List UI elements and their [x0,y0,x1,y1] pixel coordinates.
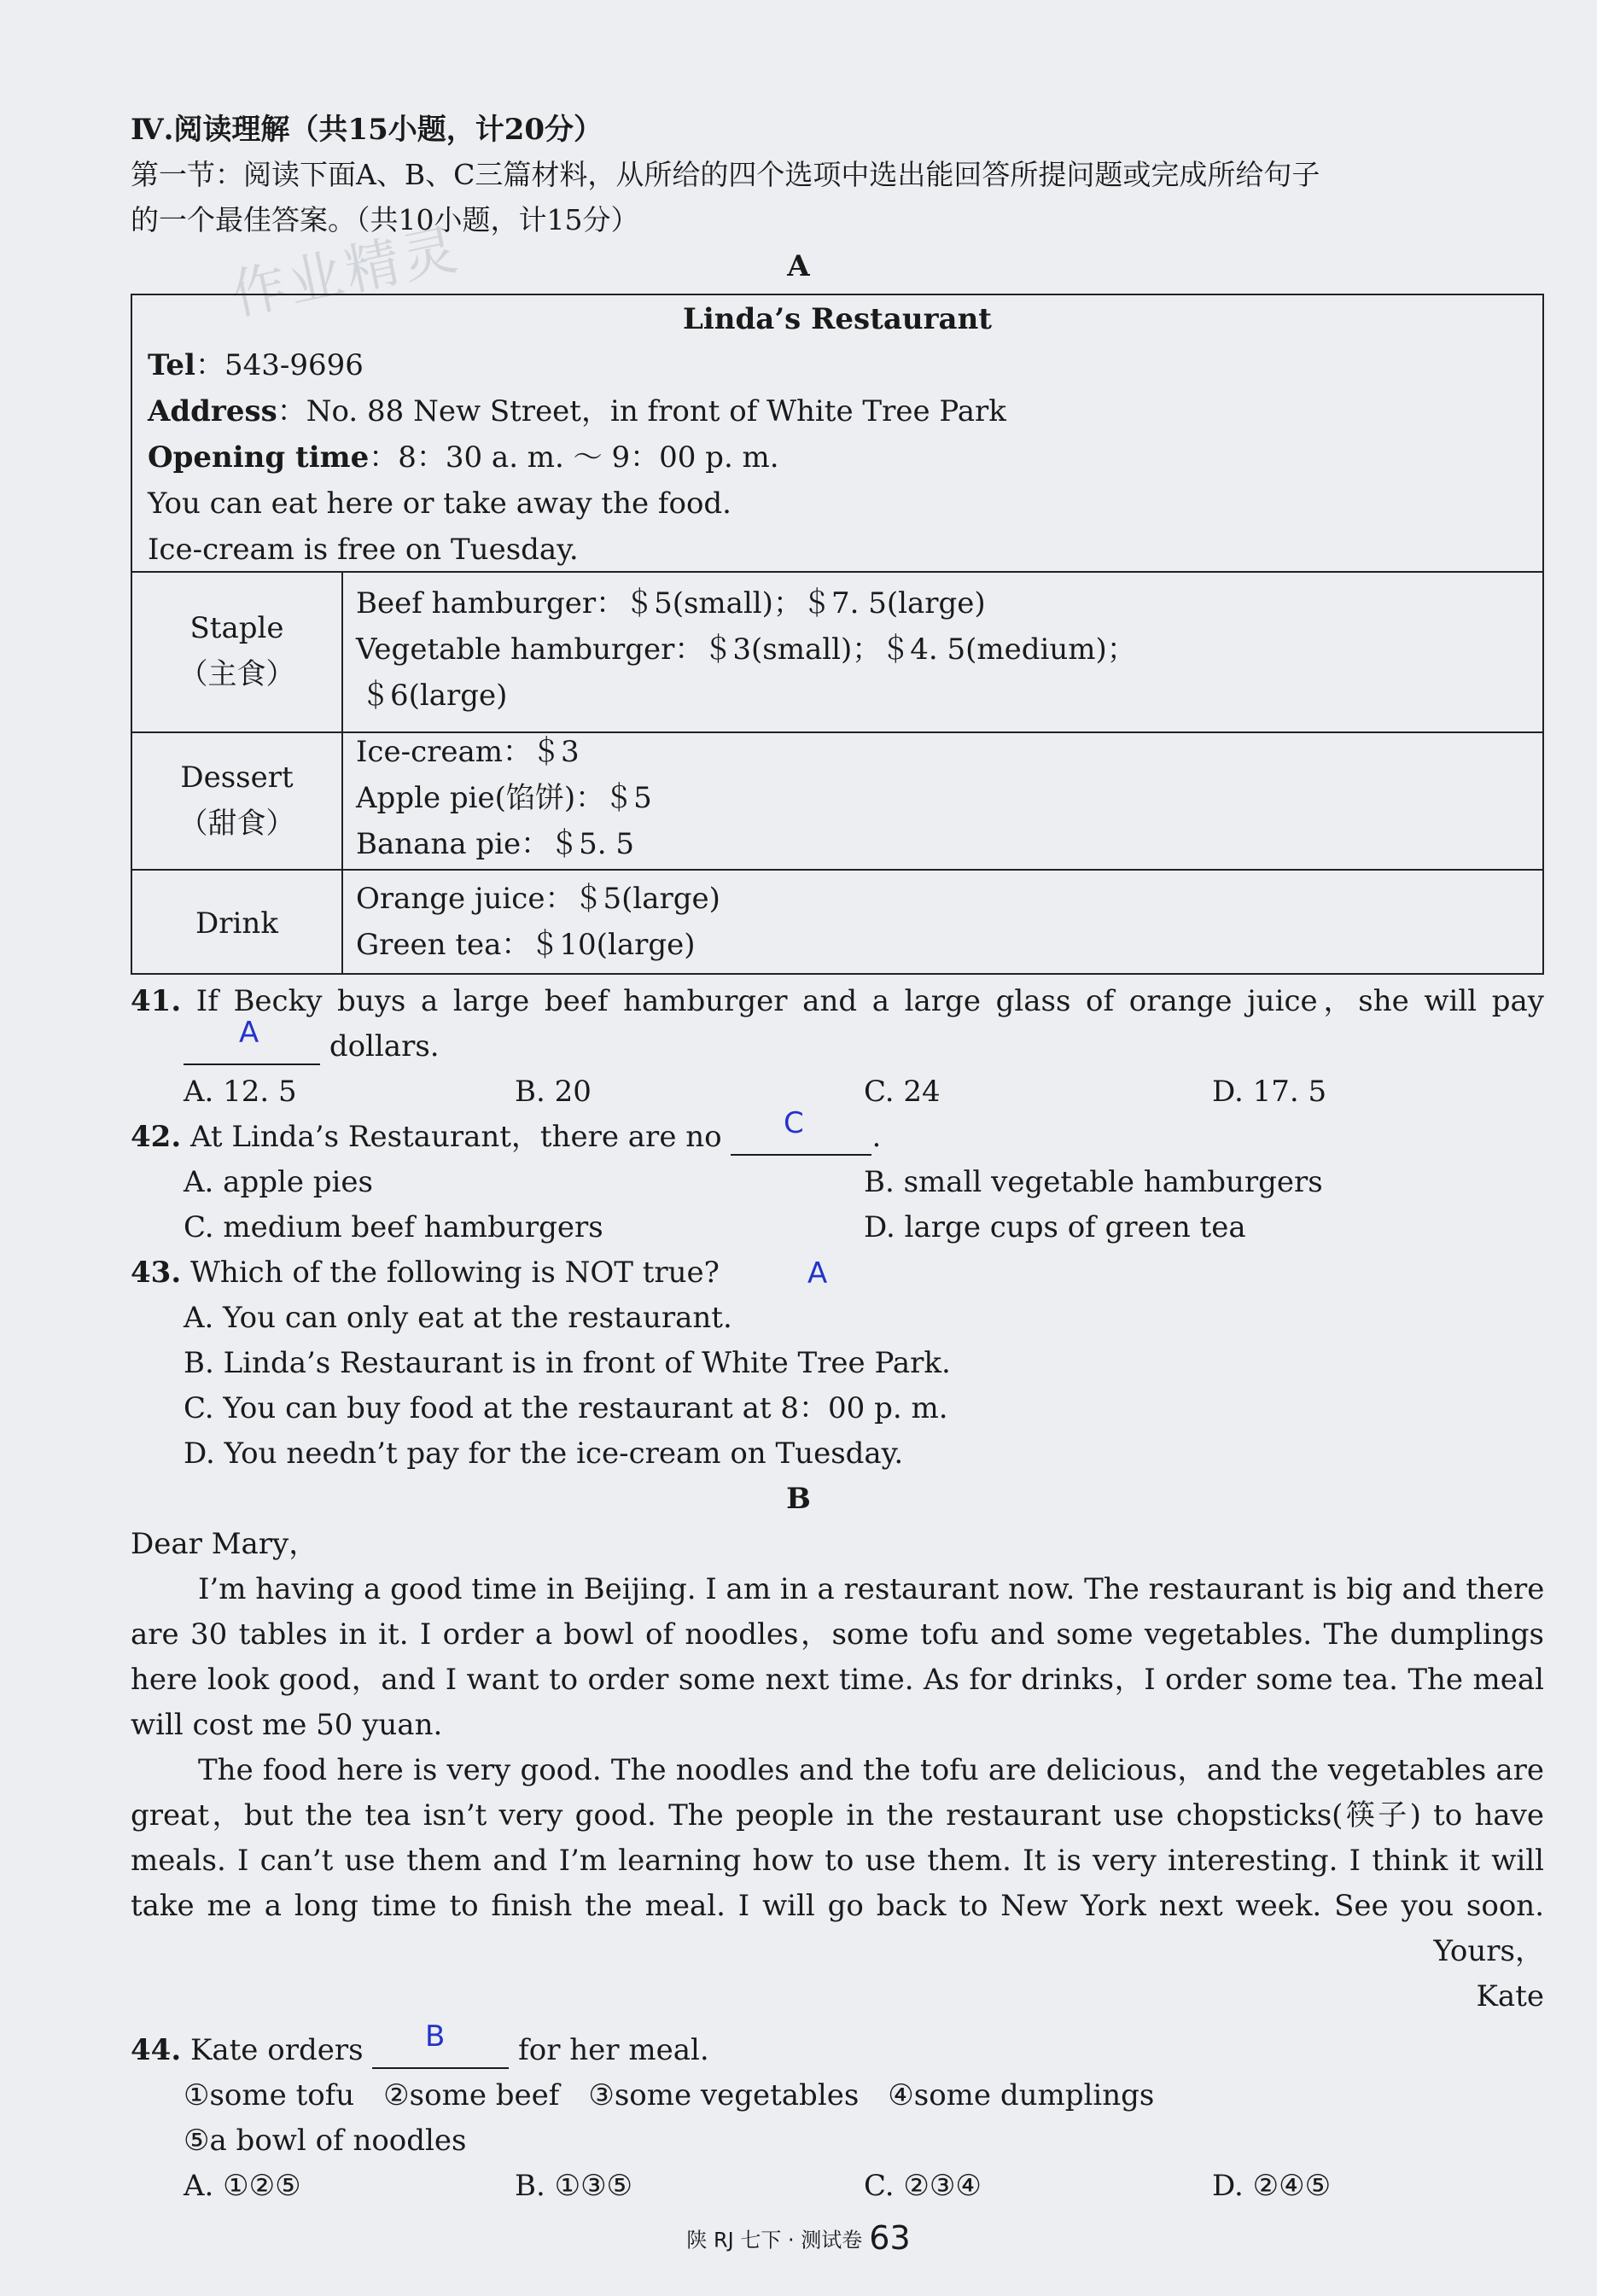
menu-item: Apple pie(馅饼)：＄5 [356,781,652,815]
choices-line: ①some tofu ②some beef ③some vegetables ④some dumplings [184,2078,1155,2112]
menu-item: Banana pie：＄5. 5 [356,827,635,861]
option: D. ②④⑤ [1212,2169,1332,2203]
letter-line: meals. I can’t use them and I’m learning how to use them. It is very interesting. I think it will [131,1844,1544,1878]
question-number: 43. [131,1256,182,1290]
tel-value: ：543-9696 [195,348,364,382]
question-text: Which of the following is NOT true? [189,1256,720,1290]
option: A. 12. 5 [184,1075,297,1109]
handwritten-answer: B [425,2019,446,2054]
question-44-stem [131,2031,709,2069]
question-41-blank-line [184,1028,440,1065]
question-text: for her meal. [518,2033,709,2067]
question-43-stem [131,1254,720,1291]
tel-line [148,347,364,384]
dessert-label-cn: （甜食） [178,807,295,841]
address-line [148,393,1006,430]
option: C. medium beef hamburgers [184,1210,603,1244]
menu-item: Beef hamburger：＄5(small)；＄7. 5(large) [356,586,986,621]
letter-line: I’m having a good time in Beijing. I am in a restaurant now. The restaurant is big and there [198,1572,1545,1606]
watermark: 作业精灵 [225,218,466,329]
option: A. ①②⑤ [184,2169,301,2203]
option: D. 17. 5 [1212,1075,1327,1109]
option: A. apple pies [184,1165,373,1199]
section-title: Ⅳ.阅读理解（共15小题，计20分） [131,113,603,147]
opening-line [148,439,779,476]
menu-item: Vegetable hamburger：＄3(small)；＄4. 5(medium)； [356,632,1136,667]
staple-label: Staple [189,611,284,645]
letter-line: take me a long time to finish the meal. I will go back to New York next week. See you soon. [131,1889,1544,1923]
question-number: 44. [131,2033,182,2067]
question-text: Kate orders [189,2033,364,2067]
letter-line: The food here is very good. The noodles and the tofu are delicious，and the vegetables are [198,1753,1544,1787]
page-footer [0,2219,1597,2257]
divider [132,869,1542,871]
column-divider [341,571,343,973]
option: D. You needn’t pay for the ice-cream on Tuesday. [184,1436,904,1471]
menu-item: Ice-cream：＄3 [356,735,580,769]
question-41-stem [131,982,1544,1020]
ice-cream-free-line: Ice-cream is free on Tuesday. [148,533,579,567]
question-text: dollars. [329,1029,440,1064]
option: C. 24 [864,1075,941,1109]
menu-item: Green tea：＄10(large) [356,928,696,962]
footer-label: 陕 RJ 七下 · 测试卷 [686,2228,863,2252]
choices-line: ⑤a bowl of noodles [184,2124,467,2158]
passage-b-letter: B [786,1482,811,1516]
letter-line: are 30 tables in it. I order a bowl of noodles，some tofu and some vegetables. The dumplings [131,1617,1544,1652]
letter-greeting: Dear Mary， [131,1527,318,1561]
option: C. You can buy food at the restaurant at 8：00 p. m. [184,1391,948,1425]
instruction-line-2: 的一个最佳答案。（共10小题，计15分） [131,203,639,236]
letter-line: great，but the tea isn’t very good. The people in the restaurant use chopsticks(筷子) to have [131,1798,1544,1833]
passage-a-letter: A [787,249,810,283]
eat-here-line: You can eat here or take away the food. [148,487,731,521]
restaurant-name: Linda’s Restaurant [682,302,992,336]
option: B. Linda’s Restaurant is in front of White Tree Park. [184,1346,951,1380]
instruction-line-1: 第一节：阅读下面A、B、C三篇材料，从所给的四个选项中选出能回答所提问题或完成所给句子 [131,158,1320,191]
divider [132,731,1542,733]
question-text: . [871,1120,882,1154]
option: B. small vegetable hamburgers [864,1165,1323,1199]
question-42-stem [131,1118,881,1156]
staple-label-cn: （主食） [178,657,295,691]
page-number: 63 [869,2219,911,2257]
address-label: Address [148,394,277,428]
option: B. 20 [515,1075,592,1109]
question-text: At Linda’s Restaurant，there are no [189,1120,722,1154]
drink-label: Drink [195,906,278,941]
divider [132,571,1542,573]
handwritten-answer: A [239,1016,259,1050]
handwritten-answer: A [807,1256,828,1291]
menu-item: ＄6(large) [361,679,508,713]
handwritten-answer: C [784,1106,804,1140]
dessert-label: Dessert [180,760,294,795]
letter-closing: Yours， [1433,1934,1544,1968]
question-number: 41. [131,984,182,1018]
address-value: ：No. 88 New Street，in front of White Tree Park [277,394,1006,428]
opening-value: ：8：30 a. m. ～ 9：00 p. m. [369,440,779,475]
option: D. large cups of green tea [864,1210,1246,1244]
letter-line: here look good，and I want to order some next time. As for drinks，I order some tea. The meal [131,1663,1544,1697]
tel-label: Tel [148,348,195,382]
opening-label: Opening time [148,440,370,475]
option: B. ①③⑤ [515,2169,633,2203]
option: A. You can only eat at the restaurant. [184,1301,732,1335]
restaurant-info-table [131,294,1544,975]
question-number: 42. [131,1120,182,1154]
letter-line: will cost me 50 yuan. [131,1708,443,1742]
question-text: If Becky buys a large beef hamburger and a large glass of orange juice，she will pay [195,984,1544,1018]
letter-signature: Kate [1476,1979,1544,2013]
menu-item: Orange juice：＄5(large) [356,882,720,916]
option: C. ②③④ [864,2169,982,2203]
